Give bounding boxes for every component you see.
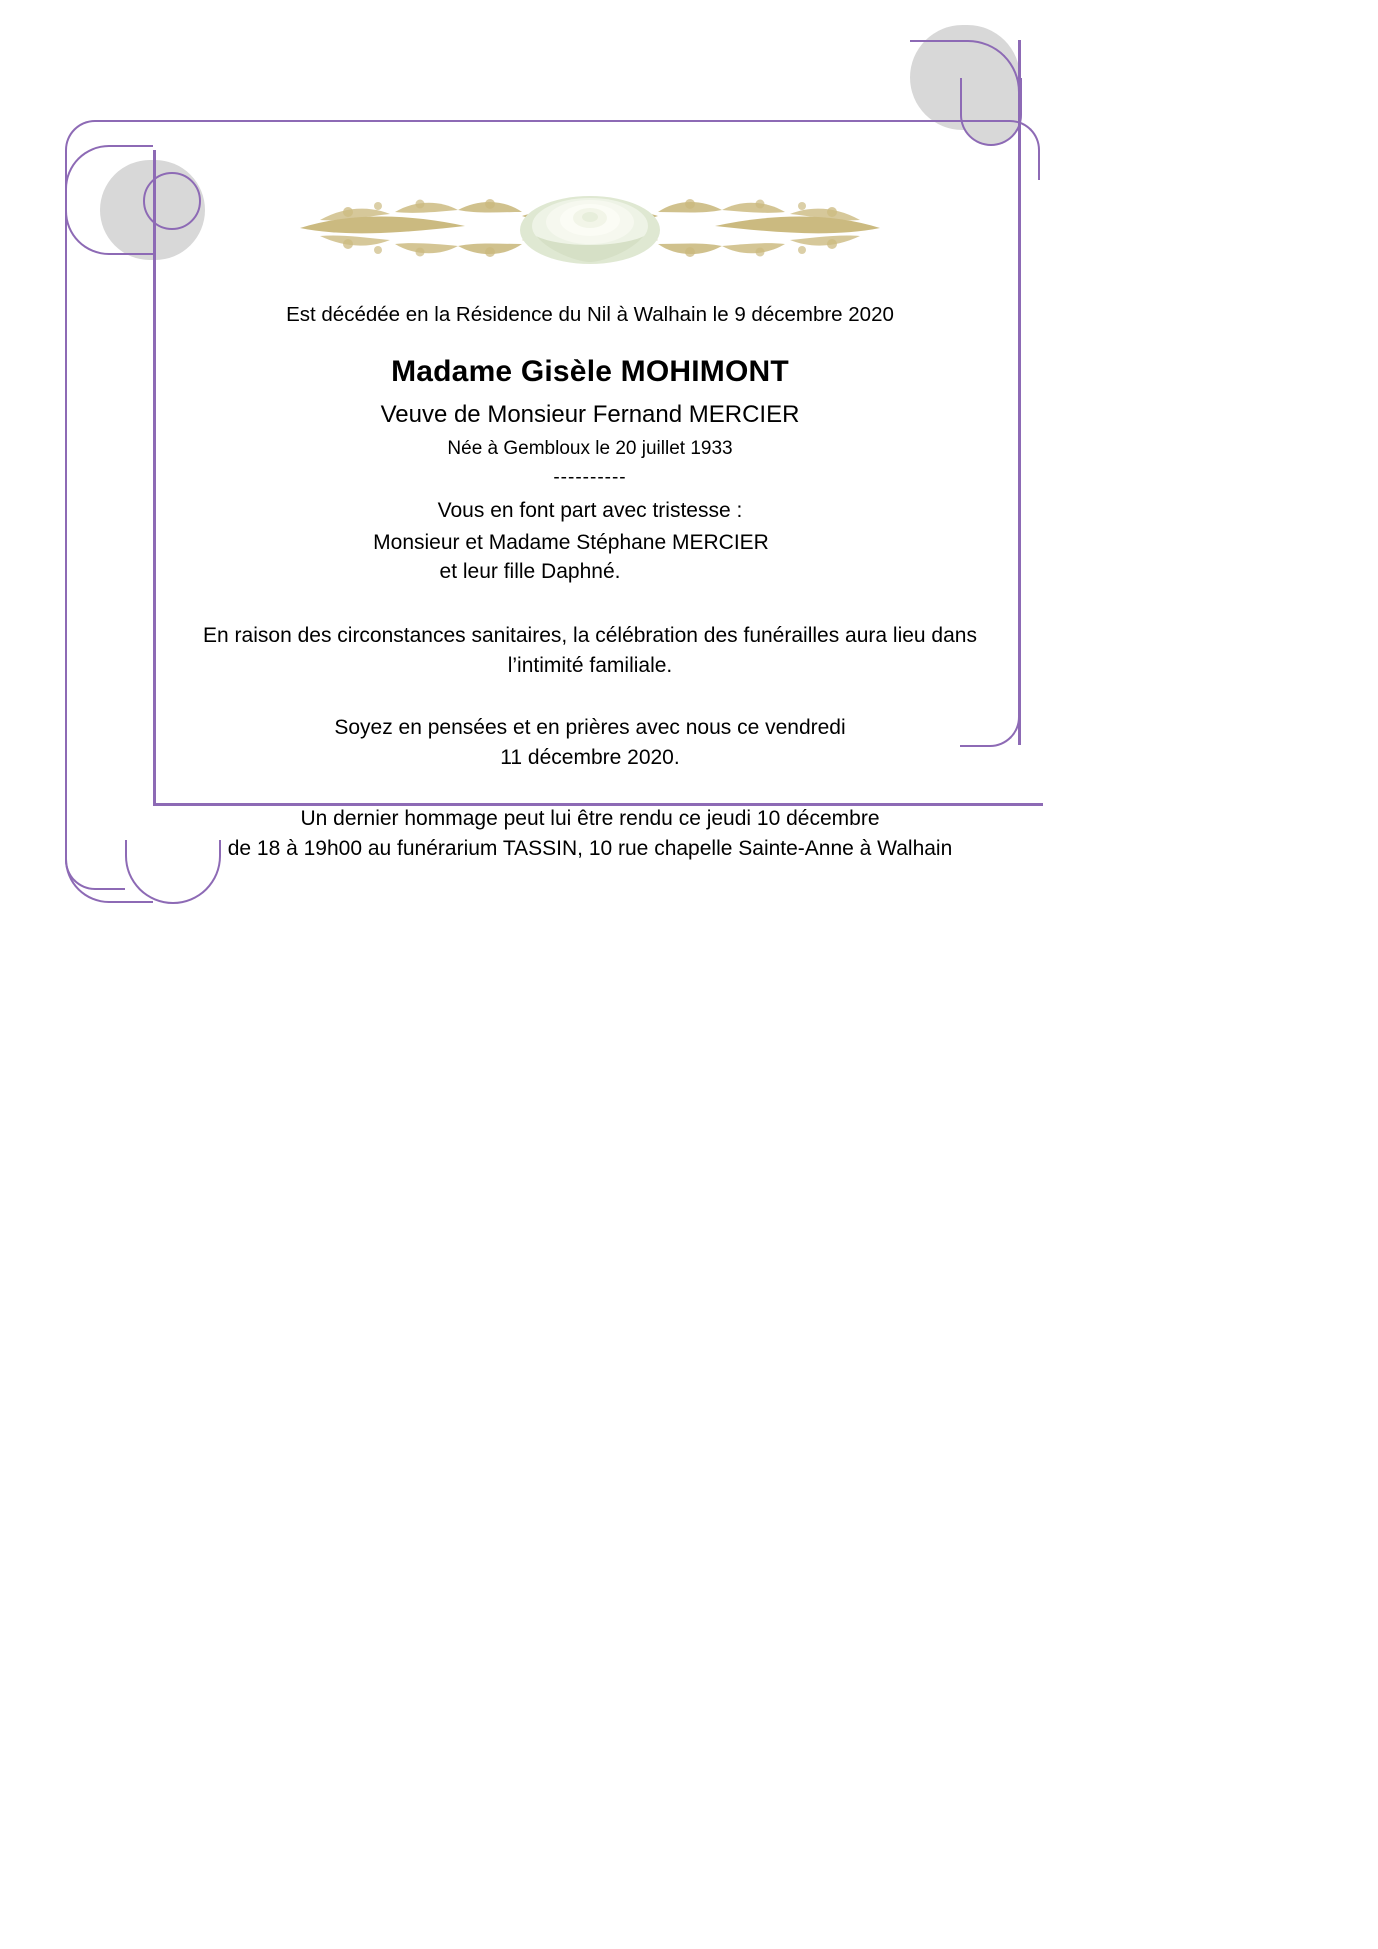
- scroll-curl-top-right-tail: [1018, 40, 1021, 150]
- paragraph-visitation: [165, 804, 1015, 864]
- family-line-2: et leur fille Daphné.: [439, 560, 621, 584]
- birth-line: Née à Gembloux le 20 juillet 1933: [447, 437, 733, 459]
- scroll-curl-top-right-inner: [960, 78, 1022, 146]
- scroll-left-border: [65, 150, 125, 890]
- scroll-right-border: [1018, 145, 1021, 745]
- scroll-frame: [55, 20, 1035, 900]
- rose-with-foliage-ornament: [290, 182, 890, 272]
- paragraph-visitation-line-2: de 18 à 19h00 au funérarium TASSIN, 10 rue chapelle Sainte-Anne à Walhain: [227, 837, 953, 861]
- death-notice-line: Est décédée en la Résidence du Nil à Walhain le 9 décembre 2020: [286, 303, 894, 326]
- divider: ----------: [553, 466, 627, 488]
- family-line-1: Monsieur et Madame Stéphane MERCIER: [373, 530, 769, 554]
- paragraph-restrictions-line-1: En raison des circonstances sanitaires, la célébration des funérailles aura lieu dans: [203, 624, 977, 648]
- rose-icon: [520, 196, 660, 264]
- paragraph-prayers-line-1: Soyez en pensées et en prières avec nous ce vendredi: [334, 715, 846, 739]
- paragraph-restrictions: [165, 621, 1015, 681]
- paragraph-prayers: [165, 713, 1015, 773]
- scroll-curl-left-outer: [65, 145, 153, 255]
- announce-line: Vous en font part avec tristesse :: [437, 498, 743, 522]
- scroll-left-fold-line: [153, 150, 156, 805]
- paragraph-visitation-line-1: Un dernier hommage peut lui être rendu ce jeudi 10 décembre: [300, 807, 880, 831]
- paragraph-restrictions-line-2: l’intimité familiale.: [507, 653, 673, 677]
- announcement-content: [165, 170, 1015, 864]
- deceased-name: Madame Gisèle MOHIMONT: [391, 355, 789, 389]
- spouse-line: Veuve de Monsieur Fernand MERCIER: [380, 400, 800, 428]
- paragraph-prayers-line-2: 11 décembre 2020.: [500, 745, 680, 769]
